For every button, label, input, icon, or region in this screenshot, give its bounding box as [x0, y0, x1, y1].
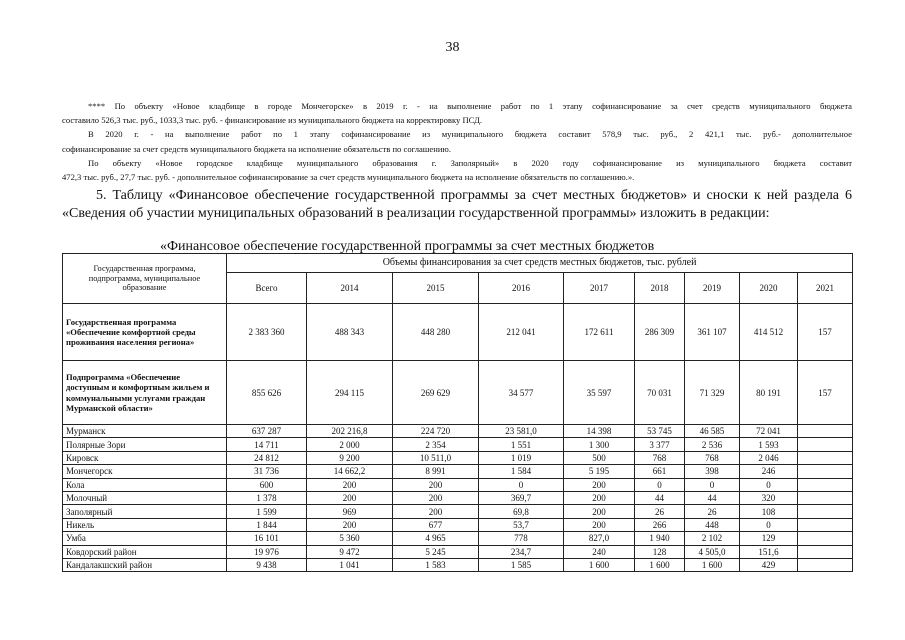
value-cell: 24 812: [227, 451, 307, 464]
value-cell: 320: [740, 491, 798, 504]
value-cell: 827,0: [564, 532, 635, 545]
footnote-line: софинансирование за счет средств муниципального бюджета на исполнение обязательств по соглашению.: [62, 143, 452, 154]
value-cell: [798, 465, 853, 478]
page-number: 38: [445, 40, 460, 55]
row-label: Полярные Зори: [63, 438, 227, 451]
value-cell: 14 662,2: [307, 465, 393, 478]
value-cell: 200: [564, 505, 635, 518]
value-cell: 212 041: [479, 304, 564, 361]
value-cell: [798, 451, 853, 464]
value-cell: 266: [635, 518, 685, 531]
municipality-row: [63, 532, 853, 545]
subprogram-row: [63, 361, 853, 425]
row-label: Никель: [63, 518, 227, 531]
value-cell: 200: [564, 478, 635, 491]
value-cell: 128: [635, 545, 685, 558]
value-cell: 1 599: [227, 505, 307, 518]
value-cell: 1 019: [479, 451, 564, 464]
value-cell: 35 597: [564, 361, 635, 425]
value-cell: [798, 545, 853, 558]
value-cell: 46 585: [685, 425, 740, 438]
value-cell: 1 600: [635, 558, 685, 571]
value-cell: 157: [798, 304, 853, 361]
value-cell: 200: [393, 478, 479, 491]
value-cell: [798, 558, 853, 571]
value-cell: 855 626: [227, 361, 307, 425]
value-cell: 429: [740, 558, 798, 571]
value-cell: 224 720: [393, 425, 479, 438]
year-header: Всего: [227, 273, 307, 304]
value-cell: [798, 478, 853, 491]
value-cell: 3 377: [635, 438, 685, 451]
value-cell: 1 583: [393, 558, 479, 571]
municipality-row: [63, 558, 853, 571]
value-cell: 26: [635, 505, 685, 518]
value-cell: 53,7: [479, 518, 564, 531]
value-cell: 0: [635, 478, 685, 491]
value-cell: 1 378: [227, 491, 307, 504]
value-cell: 2 354: [393, 438, 479, 451]
row-label: Государственная программа «Обеспечение комфортной среды проживания населения региона»: [63, 304, 227, 361]
value-cell: 677: [393, 518, 479, 531]
year-header: 2021: [798, 273, 853, 304]
footnote-line: составило 526,3 тыс. руб., 1033,3 тыс. руб. - финансирование из муниципального бюджета на корректировку ПСД.: [62, 115, 482, 126]
value-cell: 600: [227, 478, 307, 491]
value-cell: 14 711: [227, 438, 307, 451]
value-cell: 157: [798, 361, 853, 425]
value-cell: 294 115: [307, 361, 393, 425]
value-cell: 9 438: [227, 558, 307, 571]
municipality-row: [63, 451, 853, 464]
value-cell: 14 398: [564, 425, 635, 438]
municipality-row: [63, 425, 853, 438]
year-header: 2019: [685, 273, 740, 304]
value-cell: 0: [479, 478, 564, 491]
footnote-line: По объекту «Новое городское кладбище муниципального образования г. Заполярный» в 2020 году софинансирование из муниципального бюджета составит: [88, 157, 852, 168]
municipality-row: [63, 505, 853, 518]
value-cell: [798, 505, 853, 518]
value-cell: 19 976: [227, 545, 307, 558]
value-cell: 637 287: [227, 425, 307, 438]
value-cell: 202 216,8: [307, 425, 393, 438]
value-cell: 151,6: [740, 545, 798, 558]
value-cell: 414 512: [740, 304, 798, 361]
row-label: Кола: [63, 478, 227, 491]
value-cell: 5 195: [564, 465, 635, 478]
value-cell: 1 584: [479, 465, 564, 478]
value-cell: [798, 438, 853, 451]
municipality-row: [63, 465, 853, 478]
value-cell: 246: [740, 465, 798, 478]
year-header: 2017: [564, 273, 635, 304]
value-cell: 269 629: [393, 361, 479, 425]
row-label: Ковдорский район: [63, 545, 227, 558]
row-label: Кировск: [63, 451, 227, 464]
value-cell: 69,8: [479, 505, 564, 518]
value-cell: 0: [740, 518, 798, 531]
footnotes: [62, 99, 852, 184]
body-paragraph: [62, 187, 852, 222]
value-cell: 200: [393, 505, 479, 518]
value-cell: 23 581,0: [479, 425, 564, 438]
municipality-row: [63, 438, 853, 451]
value-cell: 108: [740, 505, 798, 518]
value-cell: 369,7: [479, 491, 564, 504]
value-cell: 778: [479, 532, 564, 545]
footnote-line: **** По объекту «Новое кладбище в городе Мончегорске» в 2019 г. - на выполнение работ по 1 этапу софинансирование за счет средств муниципального бюджета: [88, 101, 852, 111]
value-cell: 1 551: [479, 438, 564, 451]
value-cell: 70 031: [635, 361, 685, 425]
year-header: 2015: [393, 273, 479, 304]
value-cell: 8 991: [393, 465, 479, 478]
footnote-line: 472,3 тыс. руб., 27,7 тыс. руб. - дополнительное софинансирование за счет средств муниципального бюджета на исполнение обязательств по соглашению.».: [62, 172, 635, 183]
value-cell: 240: [564, 545, 635, 558]
footnote-line: В 2020 г. - на выполнение работ по 1 этапу софинансирование из муниципального бюджета составит 578,9 тыс. руб., 2 421,1 тыс. руб.- дополнительное: [88, 129, 852, 140]
value-cell: 1 600: [564, 558, 635, 571]
value-cell: 4 505,0: [685, 545, 740, 558]
value-cell: 398: [685, 465, 740, 478]
value-cell: 1 600: [685, 558, 740, 571]
value-cell: 200: [307, 478, 393, 491]
value-cell: [798, 491, 853, 504]
value-cell: 34 577: [479, 361, 564, 425]
value-cell: 71 329: [685, 361, 740, 425]
value-cell: 768: [685, 451, 740, 464]
row-label: Молочный: [63, 491, 227, 504]
value-cell: 2 046: [740, 451, 798, 464]
value-cell: 361 107: [685, 304, 740, 361]
value-cell: 1 844: [227, 518, 307, 531]
value-cell: 2 383 360: [227, 304, 307, 361]
value-cell: 768: [635, 451, 685, 464]
financing-span-header: Объемы финансирования за счет средств местных бюджетов, тыс. рублей: [227, 254, 853, 273]
value-cell: 200: [307, 491, 393, 504]
value-cell: 129: [740, 532, 798, 545]
value-cell: 0: [685, 478, 740, 491]
year-header: 2020: [740, 273, 798, 304]
year-header: 2016: [479, 273, 564, 304]
value-cell: 969: [307, 505, 393, 518]
municipality-row: [63, 545, 853, 558]
paragraph-text: 5. Таблицу «Финансовое обеспечение государственной программы за счет местных бюджетов» и сноски к ней раздела 6 «Сведения об участии муниципальных образований в реализации государственной программы» изложить в редакции:: [62, 188, 852, 221]
row-label: Мурманск: [63, 425, 227, 438]
value-cell: 234,7: [479, 545, 564, 558]
value-cell: 448 280: [393, 304, 479, 361]
value-cell: 172 611: [564, 304, 635, 361]
value-cell: 53 745: [635, 425, 685, 438]
row-label: Кандалакшский район: [63, 558, 227, 571]
value-cell: 5 245: [393, 545, 479, 558]
value-cell: 200: [564, 491, 635, 504]
value-cell: 2 000: [307, 438, 393, 451]
value-cell: 200: [393, 491, 479, 504]
value-cell: 1 940: [635, 532, 685, 545]
value-cell: 5 360: [307, 532, 393, 545]
year-header: 2018: [635, 273, 685, 304]
value-cell: [798, 425, 853, 438]
value-cell: 2 102: [685, 532, 740, 545]
corner-header: Государственная программа, подпрограмма, муниципальное образование: [63, 254, 227, 304]
value-cell: 31 736: [227, 465, 307, 478]
value-cell: 9 200: [307, 451, 393, 464]
value-cell: 72 041: [740, 425, 798, 438]
program-row: [63, 304, 853, 361]
financing-table: [62, 253, 853, 572]
value-cell: 4 965: [393, 532, 479, 545]
value-cell: 661: [635, 465, 685, 478]
row-label: Умба: [63, 532, 227, 545]
municipality-row: [63, 478, 853, 491]
value-cell: [798, 518, 853, 531]
value-cell: 200: [564, 518, 635, 531]
row-label: Мончегорск: [63, 465, 227, 478]
value-cell: 44: [635, 491, 685, 504]
value-cell: 1 585: [479, 558, 564, 571]
value-cell: 488 343: [307, 304, 393, 361]
value-cell: [798, 532, 853, 545]
value-cell: 1 041: [307, 558, 393, 571]
value-cell: 0: [740, 478, 798, 491]
value-cell: 1 300: [564, 438, 635, 451]
value-cell: 1 593: [740, 438, 798, 451]
value-cell: 2 536: [685, 438, 740, 451]
value-cell: 286 309: [635, 304, 685, 361]
value-cell: 26: [685, 505, 740, 518]
value-cell: 16 101: [227, 532, 307, 545]
row-label: Заполярный: [63, 505, 227, 518]
value-cell: 10 511,0: [393, 451, 479, 464]
value-cell: 44: [685, 491, 740, 504]
table-title: «Финансовое обеспечение государственной программы за счет местных бюджетов: [160, 239, 655, 254]
municipality-row: [63, 518, 853, 531]
value-cell: 200: [307, 518, 393, 531]
value-cell: 80 191: [740, 361, 798, 425]
value-cell: 448: [685, 518, 740, 531]
value-cell: 500: [564, 451, 635, 464]
value-cell: 9 472: [307, 545, 393, 558]
year-header: 2014: [307, 273, 393, 304]
row-label: Подпрограмма «Обеспечение доступным и комфортным жильем и коммунальными услугами граждан Мурманской области»: [63, 361, 227, 425]
municipality-row: [63, 491, 853, 504]
